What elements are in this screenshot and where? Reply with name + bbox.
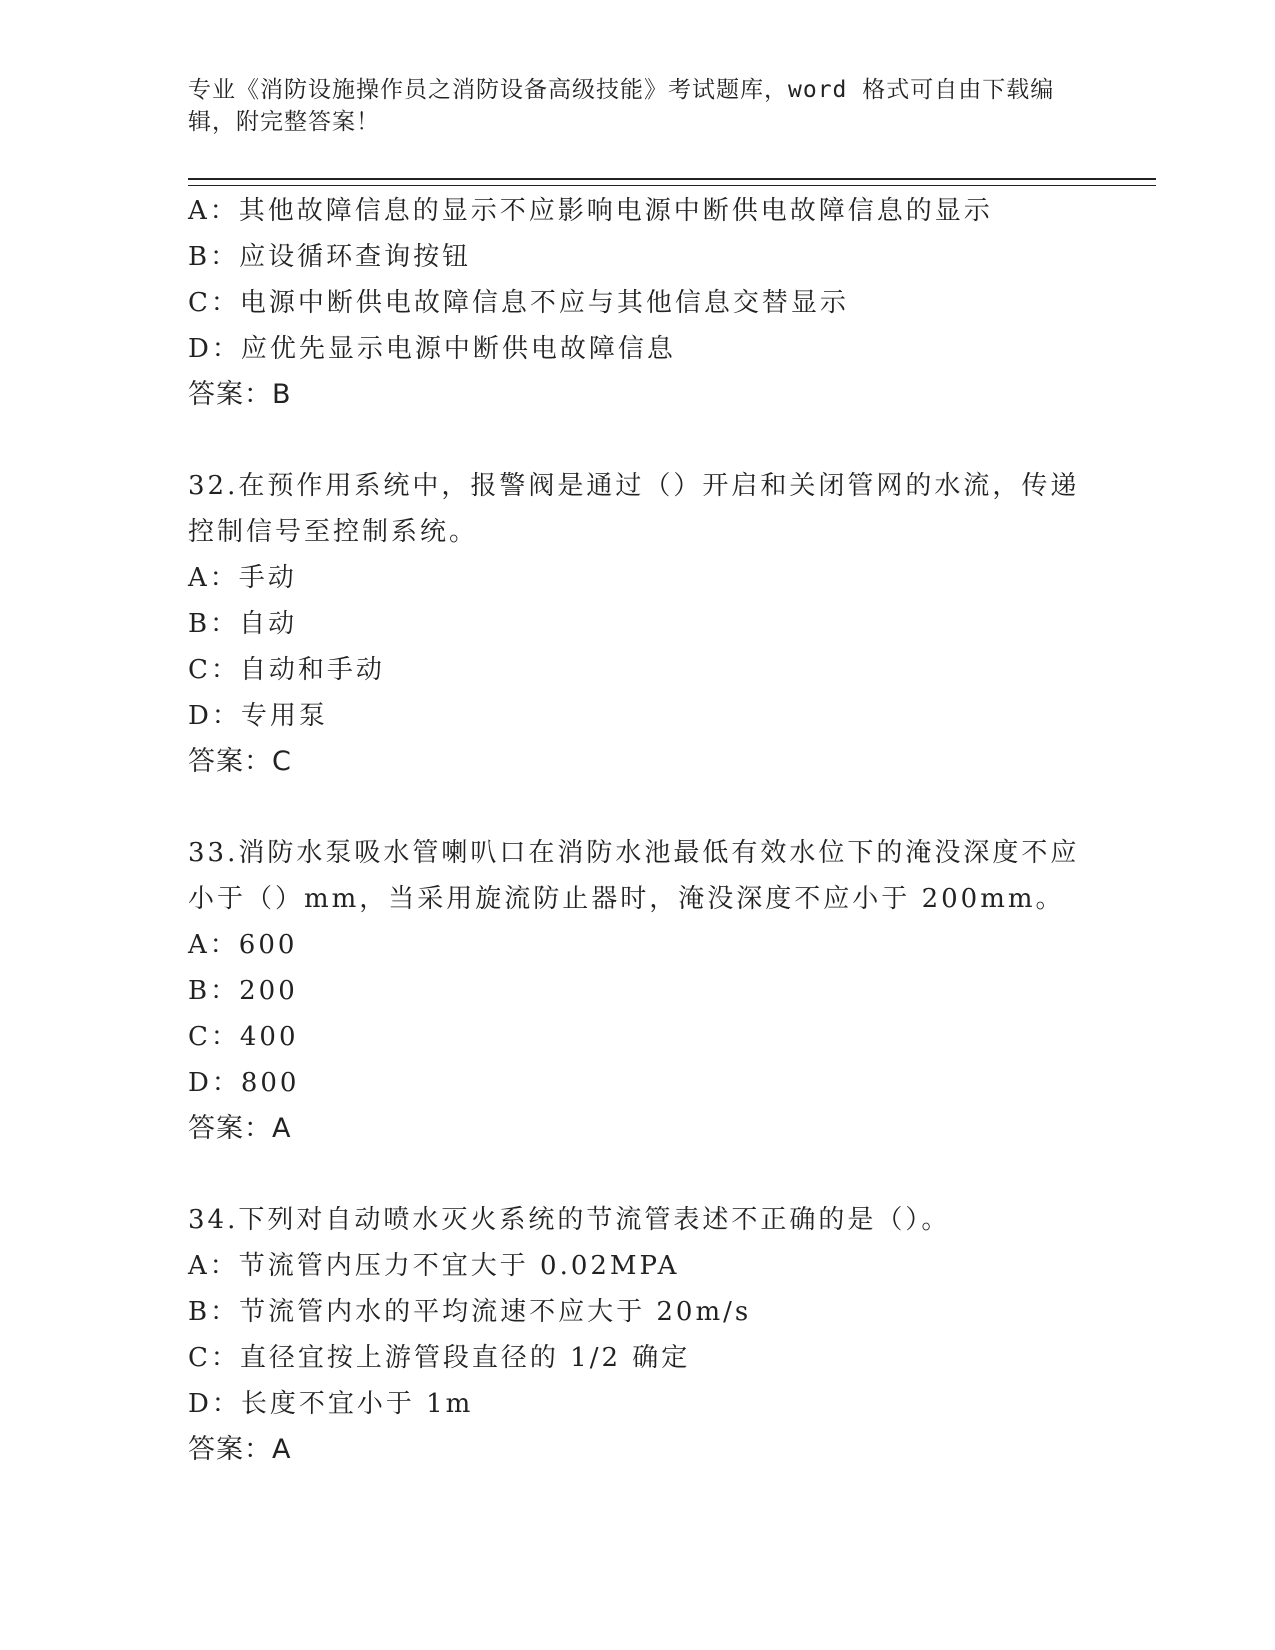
question-stem-line-1: 34.下列对自动喷水灭火系统的节流管表述不正确的是（）。 xyxy=(188,1205,951,1235)
option-d: D：专用泵 xyxy=(188,701,328,731)
option-d: D：应优先显示电源中断供电故障信息 xyxy=(188,334,676,364)
header-line-2: 辑，附完整答案！ xyxy=(188,109,380,135)
question-33 xyxy=(188,830,1088,1152)
option-b: B：节流管内水的平均流速不应大于 20m/s xyxy=(188,1297,752,1327)
header-line-1: 专业《消防设施操作员之消防设备高级技能》考试题库，word 格式可自由下载编 xyxy=(188,77,1055,103)
answer: 答案：C xyxy=(188,746,292,777)
option-c: C：自动和手动 xyxy=(188,655,385,685)
header-divider xyxy=(188,178,1156,186)
question-stem-line-2: 小于（）mm，当采用旋流防止器时，淹没深度不应小于 200mm。 xyxy=(188,884,1065,914)
question-31 xyxy=(188,188,1088,418)
question-list xyxy=(188,188,1088,1473)
option-a: A：手动 xyxy=(188,563,297,593)
answer: 答案：A xyxy=(188,1113,292,1144)
answer: 答案：A xyxy=(188,1434,292,1465)
option-d: D：长度不宜小于 1m xyxy=(188,1389,474,1419)
question-34 xyxy=(188,1197,1088,1473)
option-c: C：400 xyxy=(188,1022,299,1052)
spacer xyxy=(188,785,1088,830)
spacer xyxy=(188,1152,1088,1197)
option-b: B：200 xyxy=(188,976,298,1006)
option-c: C：电源中断供电故障信息不应与其他信息交替显示 xyxy=(188,288,849,318)
option-c: C：直径宜按上游管段直径的 1/2 确定 xyxy=(188,1343,691,1373)
question-stem-line-2: 控制信号至控制系统。 xyxy=(188,517,479,547)
option-b: B：应设循环查询按钮 xyxy=(188,242,472,272)
spacer xyxy=(188,418,1088,463)
option-a: A：节流管内压力不宜大于 0.02MPA xyxy=(188,1251,680,1281)
question-32 xyxy=(188,463,1088,785)
question-stem-line-1: 32.在预作用系统中，报警阀是通过（）开启和关闭管网的水流，传递 xyxy=(188,471,1080,501)
answer: 答案：B xyxy=(188,379,292,410)
option-d: D：800 xyxy=(188,1068,300,1098)
option-a: A：其他故障信息的显示不应影响电源中断供电故障信息的显示 xyxy=(188,196,993,226)
option-a: A：600 xyxy=(188,930,298,960)
option-b: B：自动 xyxy=(188,609,298,639)
document-header xyxy=(188,74,1068,138)
question-stem-line-1: 33.消防水泵吸水管喇叭口在消防水池最低有效水位下的淹没深度不应 xyxy=(188,838,1080,868)
